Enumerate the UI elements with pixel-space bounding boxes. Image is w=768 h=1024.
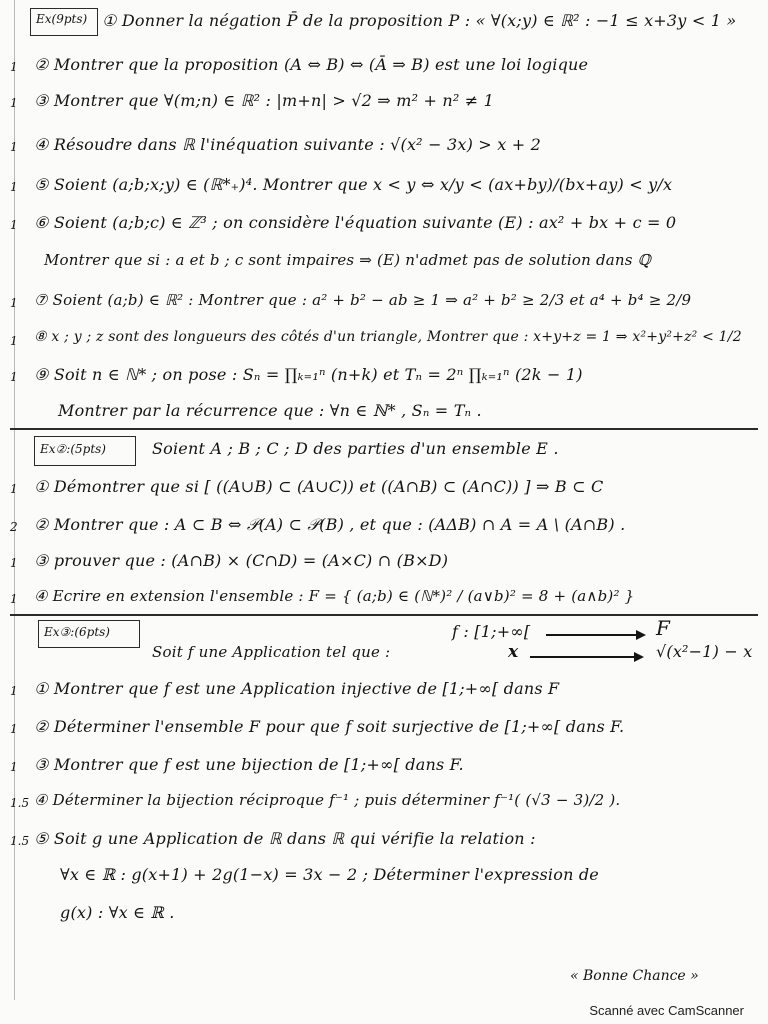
ex2-line-2 <box>0 512 768 544</box>
question-text: ∀x ∈ ℝ : g(x+1) + 2g(1−x) = 3x − 2 ; Déterminer l'expression de <box>60 865 599 884</box>
points-label: 1.5 <box>10 796 30 810</box>
map-image: √(x²−1) − x <box>656 642 753 661</box>
points-label: 1 <box>10 592 18 606</box>
ex3-line-2 <box>0 714 768 746</box>
points-label: 1 <box>10 140 18 154</box>
points-label: 1 <box>10 722 18 736</box>
question-text: Montrer par la récurrence que : ∀n ∈ ℕ* , Sₙ = Tₙ . <box>58 401 482 420</box>
ex1-line-4 <box>0 132 768 164</box>
question-text: ③ Montrer que ∀(m;n) ∈ ℝ² : |m+n| > √2 ⇒ m² + n² ≠ 1 <box>34 91 495 110</box>
ex1-line-3 <box>0 88 768 120</box>
points-label: 1 <box>10 370 18 384</box>
question-text: ⑨ Soit n ∈ ℕ* ; on pose : Sₙ = ∏ₖ₌₁ⁿ (n+k) et Tₙ = 2ⁿ ∏ₖ₌₁ⁿ (2k − 1) <box>34 365 583 384</box>
exercise3-intro-text: Soit f une Application tel que : <box>152 643 391 661</box>
section-divider <box>10 428 758 430</box>
question-text: ① Donner la négation P̄ de la proposition P : « ∀(x;y) ∈ ℝ² : −1 ≤ x+3y < 1 » <box>102 11 737 30</box>
ex1-line-8 <box>0 288 768 320</box>
map-arrow-line <box>546 634 638 636</box>
ex3-line-6 <box>0 862 768 894</box>
question-text: ④ Résoudre dans ℝ l'inéquation suivante : √(x² − 3x) > x + 2 <box>34 135 541 154</box>
points-label: 1 <box>10 218 18 232</box>
question-text: g(x) : ∀x ∈ ℝ . <box>60 903 175 922</box>
exercise1-badge: Ex(9pts) <box>36 12 88 26</box>
points-label: 1 <box>10 96 18 110</box>
ex3-line-5 <box>0 826 768 858</box>
exercise2-badge: Ex②:(5pts) <box>40 442 106 456</box>
question-text: ⑧ x ; y ; z sont des longueurs des côtés d'un triangle, Montrer que : x+y+z = 1 ⇒ x²+y²+z² < 1/2 <box>34 329 742 345</box>
ex1-line-9 <box>0 326 768 358</box>
ex1-line-10 <box>0 362 768 394</box>
exercise3-badge: Ex③:(6pts) <box>44 625 110 639</box>
ex1-line-1 <box>0 8 768 40</box>
question-text: ⑥ Soient (a;b;c) ∈ ℤ³ ; on considère l'équation suivante (E) : ax² + bx + c = 0 <box>34 213 677 232</box>
points-label: 1.5 <box>10 834 30 848</box>
ex2-line-3 <box>0 548 768 580</box>
question-text: ⑦ Soient (a;b) ∈ ℝ² : Montrer que : a² + b² − ab ≥ 1 ⇒ a² + b² ≥ 2/3 et a⁴ + b⁴ ≥ 2/9 <box>34 291 692 309</box>
ex2-intro <box>0 436 768 468</box>
ex1-line-6 <box>0 210 768 242</box>
maps-to-head-icon <box>634 652 644 662</box>
points-label: 1 <box>10 334 18 348</box>
map-variable: x <box>508 642 519 662</box>
points-label: 1 <box>10 296 18 310</box>
ex1-line-11 <box>0 398 768 430</box>
question-text: ② Montrer que la proposition (A ⇔ B) ⇔ (Ā ⇒ B) est une loi logique <box>34 55 589 74</box>
exercise2-intro-text: Soient A ; B ; C ; D des parties d'un ensemble E . <box>152 439 559 458</box>
question-text: ⑤ Soient (a;b;x;y) ∈ (ℝ*₊)⁴. Montrer que x < y ⇔ x/y < (ax+by)/(bx+ay) < y/x <box>34 175 673 194</box>
question-text: ④ Déterminer la bijection réciproque f⁻¹ ; puis déterminer f⁻¹( (√3 − 3)/2 ). <box>34 791 621 809</box>
ex3-intro <box>0 640 768 672</box>
ex3-line-7 <box>0 900 768 932</box>
question-text: ⑤ Soit g une Application de ℝ dans ℝ qui vérifie la relation : <box>34 829 536 848</box>
question-text: ① Montrer que f est une Application injective de [1;+∞[ dans F <box>34 679 560 698</box>
ex1-line-7 <box>0 248 768 280</box>
points-label: 1 <box>10 482 18 496</box>
ex3-line-1 <box>0 676 768 708</box>
ex3-line-4 <box>0 788 768 820</box>
question-text: ① Démontrer que si [ ((A∪B) ⊂ (A∪C)) et ((A∩B) ⊂ (A∩C)) ] ⇒ B ⊂ C <box>34 477 604 496</box>
question-text: ③ Montrer que f est une bijection de [1;+∞[ dans F. <box>34 755 464 774</box>
section-divider <box>10 614 758 616</box>
question-text: ② Montrer que : A ⊂ B ⇔ 𝒫(A) ⊂ 𝒫(B) , et que : (AΔB) ∩ A = A \ (A∩B) . <box>34 515 626 534</box>
question-text: ② Déterminer l'ensemble F pour que f soit surjective de [1;+∞[ dans F. <box>34 717 625 736</box>
map-target: F <box>656 616 671 640</box>
closing-text: « Bonne Chance » <box>570 968 699 984</box>
ex2-line-1 <box>0 474 768 506</box>
map-arrow-head-icon <box>636 630 646 640</box>
points-label: 1 <box>10 760 18 774</box>
map-domain: f : [1;+∞[ <box>452 622 531 641</box>
question-text: ③ prouver que : (A∩B) × (C∩D) = (A×C) ∩ (B×D) <box>34 551 449 570</box>
ex1-line-2 <box>0 52 768 84</box>
points-label: 1 <box>10 684 18 698</box>
question-text: ④ Ecrire en extension l'ensemble : F = { (a;b) ∈ (ℕ*)² / (a∨b)² = 8 + (a∧b)² } <box>34 587 635 605</box>
ex1-line-5 <box>0 172 768 204</box>
question-text: Montrer que si : a et b ; c sont impaires ⇒ (E) n'admet pas de solution dans ℚ <box>44 251 651 269</box>
maps-to-line <box>530 656 636 658</box>
points-label: 1 <box>10 180 18 194</box>
ex3-line-3 <box>0 752 768 784</box>
points-label: 2 <box>10 520 18 534</box>
points-label: 1 <box>10 60 18 74</box>
points-label: 1 <box>10 556 18 570</box>
scanner-watermark: Scanné avec CamScanner <box>589 1003 744 1018</box>
ex2-line-4 <box>0 584 768 616</box>
